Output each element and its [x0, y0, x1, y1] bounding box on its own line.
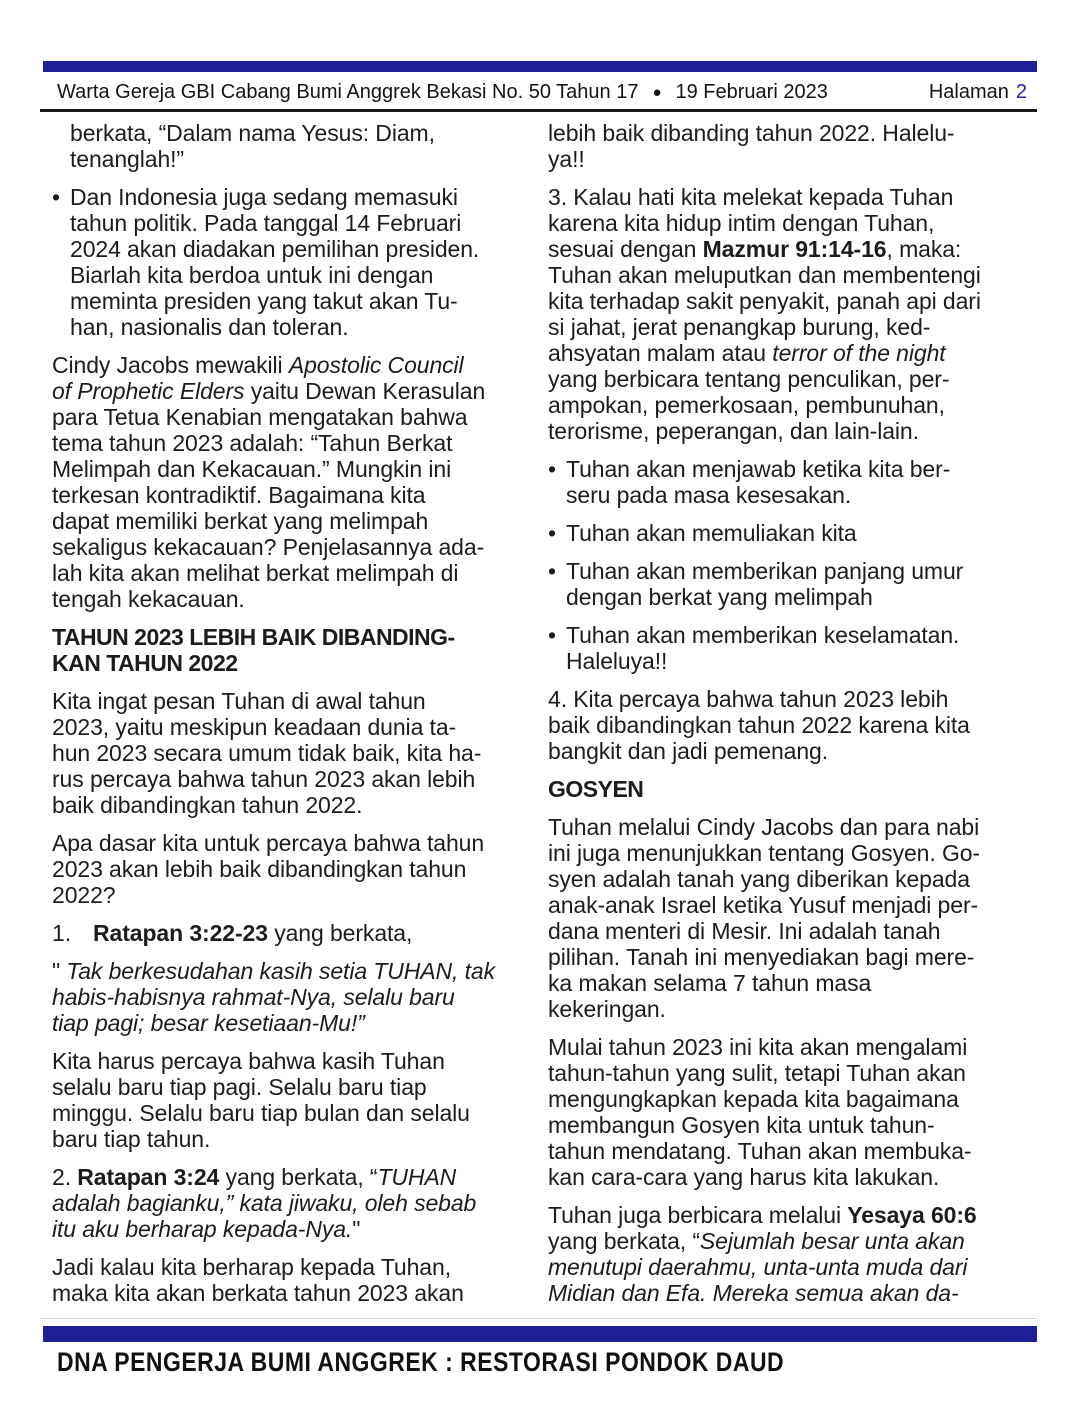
text-line — [566, 482, 1048, 508]
text-line — [548, 1086, 1048, 1112]
text-line — [52, 1074, 526, 1100]
text-line — [548, 262, 1048, 288]
text-line — [548, 892, 1048, 918]
text-run: dengan berkat yang melimpah — [566, 584, 873, 610]
text-run: 3. Kalau hati kita melekat kepada Tuhan — [548, 184, 954, 210]
text-run: GOSYEN — [548, 776, 644, 802]
left-column — [52, 120, 526, 1318]
paragraph — [548, 814, 1048, 1022]
paragraph — [52, 688, 526, 818]
text-run: kekeringan. — [548, 996, 666, 1022]
text-line — [548, 840, 1048, 866]
text-line — [52, 352, 526, 378]
text-run: Yesaya 60:6 — [847, 1202, 977, 1228]
text-run: TAHUN 2023 LEBIH BAIK DIBANDING- — [52, 624, 455, 650]
text-line — [52, 714, 526, 740]
text-line — [52, 1100, 526, 1126]
bullet-item — [548, 622, 1048, 674]
text-run: Midian dan Efa. Mereka semua akan da- — [548, 1280, 959, 1306]
text-line — [566, 622, 1048, 648]
text-run: yang berkata, “ — [219, 1164, 378, 1190]
text-run: " — [352, 1216, 361, 1242]
text-run: TUHAN — [377, 1164, 457, 1190]
text-line — [548, 146, 1048, 172]
text-line — [548, 1060, 1048, 1086]
text-run: Tuhan akan menjawab ketika kita ber- — [566, 456, 951, 482]
text-line — [70, 236, 526, 262]
text-line — [52, 920, 526, 946]
text-run: menutupi daerahmu, unta-unta muda dari — [548, 1254, 968, 1280]
text-line — [566, 456, 1048, 482]
section-heading — [548, 776, 1048, 802]
bullet-icon: • — [52, 184, 61, 210]
text-line — [52, 1048, 526, 1074]
section-heading — [52, 624, 526, 676]
separator-dot-icon: ● — [652, 84, 662, 101]
text-line — [52, 586, 526, 612]
text-line — [548, 314, 1048, 340]
text-line — [548, 1228, 1048, 1254]
text-run: meminta presiden yang takut akan Tu- — [70, 288, 458, 314]
text-run: baik dibandingkan tahun 2022. — [52, 792, 363, 818]
bullet-item — [548, 520, 1048, 546]
text-run: Sejumlah besar unta akan — [699, 1228, 965, 1254]
text-line — [548, 1164, 1048, 1190]
content-columns — [52, 120, 1048, 1318]
bullet-icon: • — [548, 456, 557, 482]
text-run: ampokan, pemerkosaan, pembunuhan, — [548, 392, 945, 418]
text-line — [52, 1254, 526, 1280]
text-run: tenanglah!” — [70, 146, 184, 172]
paragraph — [52, 352, 526, 612]
text-run: itu aku berharap kepada-Nya. — [52, 1216, 353, 1242]
bullet-icon: • — [548, 520, 557, 546]
text-run: Jadi kalau kita berharap kepada Tuhan, — [52, 1254, 451, 1280]
text-run: Apa dasar kita untuk percaya bahwa tahun — [52, 830, 485, 856]
text-run: yang berkata, — [267, 920, 413, 946]
text-line — [548, 866, 1048, 892]
paragraph — [52, 1164, 526, 1242]
text-run: anak-anak Israel ketika Yusuf menjadi per- — [548, 892, 979, 918]
text-line — [548, 1112, 1048, 1138]
text-line — [52, 830, 526, 856]
header-rule — [40, 109, 1037, 112]
bottom-blue-bar — [43, 1326, 1037, 1342]
text-line — [52, 456, 526, 482]
footer-slogan: DNA PENGERJA BUMI ANGGREK : RESTORASI PONDOK DAUD — [57, 1347, 785, 1377]
text-run: sesuai dengan — [548, 236, 703, 262]
text-line — [566, 584, 1048, 610]
bullet-item — [548, 558, 1048, 610]
text-run: Kita ingat pesan Tuhan di awal tahun — [52, 688, 426, 714]
text-run: ini juga menunjukkan tentang Gosyen. Go- — [548, 840, 980, 866]
text-run: karena kita hidup intim dengan Tuhan, — [548, 210, 935, 236]
text-line — [52, 958, 526, 984]
text-line — [548, 184, 1048, 210]
text-line — [70, 120, 526, 146]
text-line — [70, 262, 526, 288]
text-run: dapat memiliki berkat yang melimpah — [52, 508, 429, 534]
text-run: ahsyatan malam atau — [548, 340, 773, 366]
text-line — [548, 288, 1048, 314]
text-run: dana menteri di Mesir. Ini adalah tanah — [548, 918, 941, 944]
text-run: mengungkapkan kepada kita bagaimana — [548, 1086, 959, 1112]
text-run: lah kita akan melihat berkat melimpah di — [52, 560, 459, 586]
text-run: tahun politik. Pada tanggal 14 Februari — [70, 210, 462, 236]
paragraph — [548, 184, 1048, 444]
text-line — [52, 508, 526, 534]
text-run: rus percaya bahwa tahun 2023 akan lebih — [52, 766, 476, 792]
text-run: terkesan kontradiktif. Bagaimana kita — [52, 482, 426, 508]
bullet-item — [52, 184, 526, 340]
text-run: Tuhan akan memuliakan kita — [566, 520, 857, 546]
text-run: lebih baik dibanding tahun 2022. Halelu- — [548, 120, 955, 146]
text-line — [566, 520, 1048, 546]
text-run: han, nasionalis dan toleran. — [70, 314, 349, 340]
text-run: " — [52, 958, 67, 984]
text-run: Tuhan akan memberikan keselamatan. — [566, 622, 960, 648]
text-line — [548, 392, 1048, 418]
paragraph — [548, 686, 1048, 764]
page-number-area — [929, 79, 1027, 105]
text-run: tiap pagi; besar kesetiaan-Mu!” — [52, 1010, 365, 1036]
text-run: Apostolic Council — [288, 352, 464, 378]
paragraph — [52, 958, 526, 1036]
paragraph — [52, 1048, 526, 1152]
text-run: yang berkata, “ — [548, 1228, 700, 1254]
paragraph — [548, 1202, 1048, 1306]
text-line — [566, 648, 1048, 674]
text-line — [70, 210, 526, 236]
text-line — [548, 1034, 1048, 1060]
text-line — [52, 984, 526, 1010]
text-line — [52, 1164, 526, 1190]
text-run: baru tiap tahun. — [52, 1126, 211, 1152]
text-run: sekaligus kekacauan? Penjelasannya ada- — [52, 534, 485, 560]
text-run: Dan Indonesia juga sedang memasuki — [70, 184, 458, 210]
text-line — [52, 740, 526, 766]
text-run: si jahat, jerat penangkap burung, ked- — [548, 314, 931, 340]
text-run: maka kita akan berkata tahun 2023 akan — [52, 1280, 464, 1306]
newsletter-title: Warta Gereja GBI Cabang Bumi Anggrek Bekasi No. 50 Tahun 17 — [57, 81, 639, 103]
text-line — [548, 970, 1048, 996]
text-line — [52, 1126, 526, 1152]
text-run: terorisme, peperangan, dan lain-lain. — [548, 418, 919, 444]
text-line — [52, 1280, 526, 1306]
numbered-item — [52, 920, 526, 946]
text-run: Tuhan akan meluputkan dan membentengi — [548, 262, 981, 288]
bullet-item — [548, 456, 1048, 508]
text-line — [548, 340, 1048, 366]
text-run: minggu. Selalu baru tiap bulan dan selalu — [52, 1100, 470, 1126]
text-line — [548, 776, 1048, 802]
text-line — [52, 856, 526, 882]
text-run: adalah bagianku,” kata jiwaku, oleh sebab — [52, 1190, 477, 1216]
text-run: yaitu Dewan Kerasulan — [244, 378, 486, 404]
text-line — [52, 534, 526, 560]
text-run: 2. — [52, 1164, 78, 1190]
text-run: Tuhan juga berbicara melalui — [548, 1202, 848, 1228]
text-line — [548, 1138, 1048, 1164]
text-run: Tuhan melalui Cindy Jacobs dan para nabi — [548, 814, 980, 840]
page-number: 2 — [1015, 81, 1027, 103]
text-line — [548, 210, 1048, 236]
text-line — [52, 882, 526, 908]
text-run: syen adalah tanah yang diberikan kepada — [548, 866, 970, 892]
text-run: Melimpah dan Kekacauan.” Mungkin ini — [52, 456, 452, 482]
text-line — [70, 288, 526, 314]
right-column — [548, 120, 1048, 1318]
text-run: of Prophetic Elders — [52, 378, 245, 404]
text-line — [70, 146, 526, 172]
text-run: para Tetua Kenabian mengatakan bahwa — [52, 404, 468, 430]
text-line — [52, 430, 526, 456]
list-number: 1. — [52, 920, 71, 946]
text-line — [70, 184, 526, 210]
header-title-line — [57, 79, 828, 106]
bullet-continuation — [52, 120, 526, 172]
text-line — [52, 1010, 526, 1036]
text-line — [52, 482, 526, 508]
text-run: tahun-tahun yang sulit, tetapi Tuhan akan — [548, 1060, 966, 1086]
paragraph — [52, 830, 526, 908]
text-line — [548, 814, 1048, 840]
text-line — [548, 236, 1048, 262]
text-line — [566, 558, 1048, 584]
text-line — [548, 1280, 1048, 1306]
text-line — [52, 560, 526, 586]
text-run: bangkit dan jadi pemenang. — [548, 738, 829, 764]
text-run: pilihan. Tanah ini menyediakan bagi mere- — [548, 944, 975, 970]
text-run: Mazmur 91:14-16 — [702, 236, 887, 262]
top-blue-bar — [43, 61, 1037, 72]
text-run: KAN TAHUN 2022 — [52, 650, 238, 676]
paragraph — [548, 1034, 1048, 1190]
text-run: membangun Gosyen kita untuk tahun- — [548, 1112, 935, 1138]
text-run: terror of the night — [772, 340, 946, 366]
text-run: ya!! — [548, 146, 585, 172]
text-run: 2024 akan diadakan pemilihan presiden. — [70, 236, 480, 262]
text-run: ka makan selama 7 tahun masa — [548, 970, 872, 996]
bullet-icon: • — [548, 622, 557, 648]
paragraph — [548, 120, 1048, 172]
text-run: tengah kekacauan. — [52, 586, 245, 612]
text-run: Tak berkesudahan kasih setia TUHAN, tak — [66, 958, 495, 984]
text-run: kan cara-cara yang harus kita lakukan. — [548, 1164, 940, 1190]
text-run: Ratapan 3:22-23 — [93, 920, 268, 946]
text-line — [52, 766, 526, 792]
text-run: seru pada masa kesesakan. — [566, 482, 852, 508]
text-run: berkata, “Dalam nama Yesus: Diam, — [70, 120, 435, 146]
bullet-icon: • — [548, 558, 557, 584]
text-line — [548, 944, 1048, 970]
text-run: 4. Kita percaya bahwa tahun 2023 lebih — [548, 686, 949, 712]
text-line — [52, 1216, 526, 1242]
text-line — [548, 738, 1048, 764]
text-line — [548, 686, 1048, 712]
text-line — [52, 650, 526, 676]
text-run: Mulai tahun 2023 ini kita akan mengalami — [548, 1034, 968, 1060]
text-run: selalu baru tiap pagi. Selalu baru tiap — [52, 1074, 427, 1100]
text-line — [52, 404, 526, 430]
text-run: 2023 akan lebih baik dibandingkan tahun — [52, 856, 467, 882]
text-line — [548, 366, 1048, 392]
text-run: Ratapan 3:24 — [77, 1164, 220, 1190]
text-run: , maka: — [886, 236, 962, 262]
text-line — [52, 624, 526, 650]
text-run: Biarlah kita berdoa untuk ini dengan — [70, 262, 434, 288]
text-run: tema tahun 2023 adalah: “Tahun Berkat — [52, 430, 453, 456]
text-line — [548, 918, 1048, 944]
text-line — [52, 792, 526, 818]
text-line — [52, 688, 526, 714]
text-run: kita terhadap sakit penyakit, panah api dari — [548, 288, 981, 314]
text-line — [52, 1190, 526, 1216]
text-line — [548, 996, 1048, 1022]
text-run: baik dibandingkan tahun 2022 karena kita — [548, 712, 970, 738]
text-run: Haleluya!! — [566, 648, 668, 674]
text-run: yang berbicara tentang penculikan, per- — [548, 366, 950, 392]
text-line — [548, 1254, 1048, 1280]
text-line — [548, 1202, 1048, 1228]
text-run: tahun mendatang. Tuhan akan membuka- — [548, 1138, 972, 1164]
issue-date: 19 Februari 2023 — [675, 81, 828, 103]
text-line — [548, 418, 1048, 444]
paragraph — [52, 1254, 526, 1306]
text-line — [548, 120, 1048, 146]
page-label: Halaman — [928, 81, 1009, 103]
text-run: Cindy Jacobs mewakili — [52, 352, 289, 378]
text-run: Tuhan akan memberikan panjang umur — [566, 558, 964, 584]
footer-hairline — [40, 1318, 1037, 1319]
text-line — [52, 378, 526, 404]
text-run: hun 2023 secara umum tidak baik, kita ha- — [52, 740, 482, 766]
text-run: Kita harus percaya bahwa kasih Tuhan — [52, 1048, 445, 1074]
text-line — [70, 314, 526, 340]
page-header — [57, 79, 1027, 105]
text-run: habis-habisnya rahmat-Nya, selalu baru — [52, 984, 455, 1010]
text-run: 2022? — [52, 882, 116, 908]
text-line — [548, 712, 1048, 738]
text-run: 2023, yaitu meskipun keadaan dunia ta- — [52, 714, 457, 740]
